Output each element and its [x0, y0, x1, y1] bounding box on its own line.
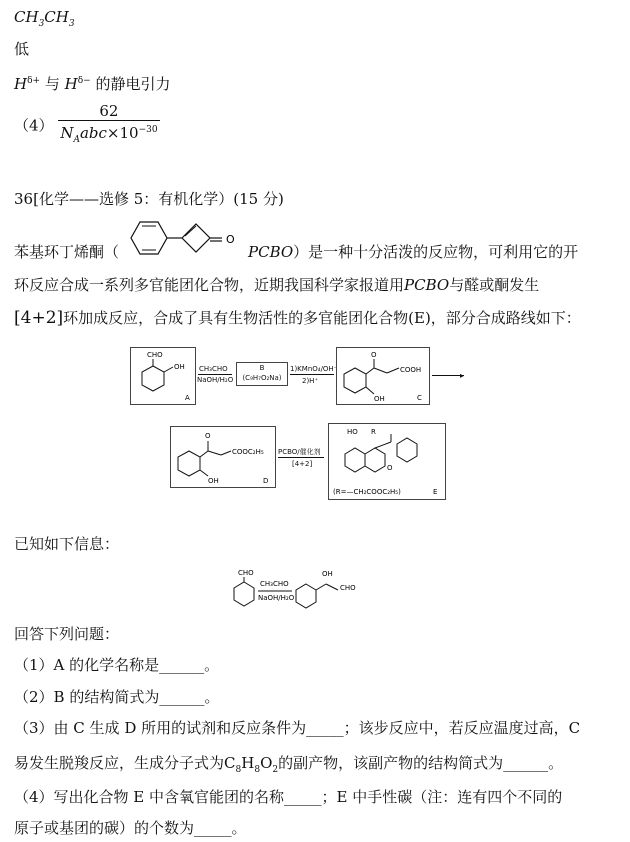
intro-line2: 环反应合成一系列多官能团化合物，近期我国科学家报道用PCBO与醛或酮发生 — [14, 276, 540, 294]
compound-d-structure — [171, 427, 275, 487]
arrow1 — [198, 374, 232, 375]
svg-text:CHO: CHO — [340, 584, 356, 592]
svg-text:OH: OH — [374, 395, 385, 403]
fraction: $\frac{62}{N_Aabc\times 10^{-30}}$ — [60, 102, 158, 145]
compound-a-structure — [131, 348, 195, 404]
svg-text:E: E — [433, 488, 438, 496]
compound-e-box — [328, 423, 446, 500]
intro-line1-start: 苯基环丁烯酮（ — [14, 243, 120, 261]
compound-a-box — [130, 347, 196, 405]
reagent2-top: 1)KMnO₄/OH⁻ — [290, 365, 338, 373]
question-1: （1）A 的化学名称是______。 — [14, 656, 220, 674]
reagent3-bottom: [4+2] — [292, 460, 313, 468]
svg-text:O: O — [226, 233, 235, 246]
known-title: 已知如下信息： — [14, 535, 120, 553]
svg-text:A: A — [185, 394, 190, 402]
svg-text:O: O — [205, 432, 211, 440]
arrow3-head: ▸ — [460, 371, 465, 380]
svg-text:(R=—CH₂COOC₂H₅): (R=—CH₂COOC₂H₅) — [333, 488, 401, 496]
answer-formula: $CH_3CH_3$ — [14, 8, 75, 29]
compound-d-box — [170, 426, 276, 488]
known-reaction-structure — [228, 566, 388, 614]
reagent1-top: CH₃CHO — [199, 365, 228, 373]
questions-title: 回答下列问题： — [14, 625, 120, 643]
pcbo-structure-icon — [118, 214, 248, 266]
arrow4 — [278, 457, 324, 458]
answer-force: $H^{\delta+}$ 与 $H^{\delta-}$ 的静电引力 — [14, 75, 171, 93]
svg-text:HO: HO — [347, 428, 358, 436]
question-3-line2: 易发生脱羧反应，生成分子式为$C_8H_8O_2$的副产物，该副产物的结构简式为______。 — [14, 754, 564, 775]
reagent2-bottom: 2)H⁺ — [302, 377, 319, 385]
question-2: （2）B 的结构简式为______。 — [14, 688, 220, 706]
reagent1-bottom: NaOH/H₂O — [197, 376, 234, 384]
reagent3-top: PCBO/催化剂 — [278, 448, 321, 456]
svg-text:C: C — [417, 394, 422, 402]
svg-text:CHO: CHO — [238, 569, 254, 577]
question-3-line1: （3）由 C 生成 D 所用的试剂和反应条件为_____；该步反应中，若反应温度过高，C — [14, 719, 581, 737]
question-4-line1: （4）写出化合物 E 中含氧官能团的名称_____；E 中手性碳（注：连有四个不同的 — [14, 788, 563, 806]
svg-text:D: D — [263, 477, 269, 485]
svg-text:OH: OH — [208, 477, 219, 485]
question-4-line2: 原子或基团的碳）的个数为_____。 — [14, 819, 247, 837]
answer-q4: （4） $\frac{62}{N_Aabc\times 10^{-30}}$ — [14, 102, 160, 149]
svg-text:OH: OH — [174, 363, 185, 371]
intro-line1-end: PCBO）是一种十分活泼的反应物，可利用它的开 — [248, 243, 579, 261]
svg-text:O: O — [387, 464, 393, 472]
compound-c-box — [336, 347, 430, 405]
svg-text:CHO: CHO — [147, 351, 163, 359]
compound-b-box: B (C₉H₇O₂Na) — [236, 362, 288, 386]
svg-text:OH: OH — [322, 570, 333, 578]
svg-text:NaOH/H₂O: NaOH/H₂O — [258, 594, 295, 602]
svg-text:R: R — [371, 428, 376, 436]
answer-low: 低 — [14, 40, 30, 58]
svg-text:COOH: COOH — [400, 366, 422, 374]
svg-text:COOC₂H₅: COOC₂H₅ — [232, 448, 264, 456]
question-header: 36[化学——选修 5：有机化学）(15 分) — [14, 190, 284, 208]
svg-text:O: O — [371, 351, 377, 359]
arrow2 — [290, 374, 334, 375]
intro-line3: [4+2]环加成反应，合成了具有生物活性的多官能团化合物(E)，部分合成路线如下： — [14, 308, 581, 328]
compound-e-structure — [329, 424, 445, 499]
compound-c-structure — [337, 348, 429, 404]
svg-text:CH₃CHO: CH₃CHO — [260, 580, 289, 588]
